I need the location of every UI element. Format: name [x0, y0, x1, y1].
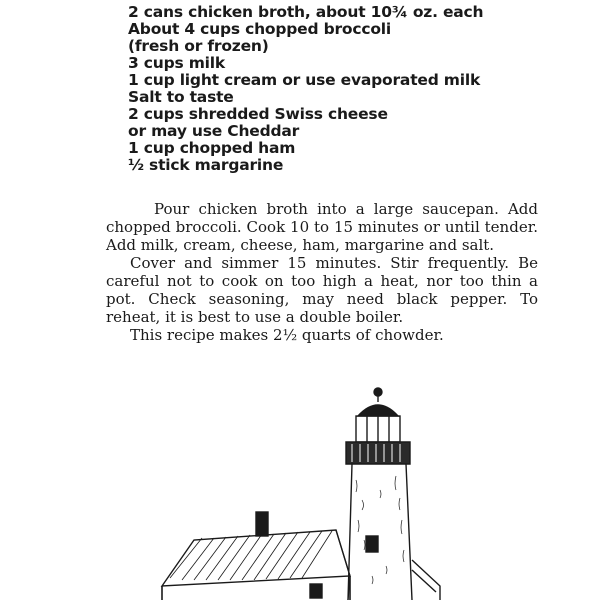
instruction-paragraph: Pour chicken broth into a large saucepan. Add chopped broccoli. Cook 10 to 15 minutes or until tender. Add milk, cream, cheese, ham, margarine and salt.: [106, 200, 538, 254]
instruction-paragraph: Cover and simmer 15 minutes. Stir frequently. Be careful not to cook on too high a heat, nor too thin a pot. Check seasoning, may need black pepper. To reheat, it is best to use a double boiler.: [106, 254, 538, 326]
ingredient-item: 1 cup chopped ham: [128, 139, 296, 157]
ingredient-item: 1 cup light cream or use evaporated milk: [128, 71, 481, 89]
ingredient-item: 2 cans chicken broth, about 10¾ oz. each: [128, 3, 484, 21]
tower: [348, 464, 412, 600]
ingredient-item: 2 cups shredded Swiss cheese: [128, 105, 388, 123]
lantern-roof: [358, 405, 398, 416]
finial-icon: [374, 388, 382, 396]
ingredient-item: or may use Cheddar: [128, 122, 300, 140]
lighthouse-illustration: [150, 380, 450, 600]
ingredient-item: About 4 cups chopped broccoli: [128, 20, 392, 38]
ingredient-list: [128, 4, 483, 174]
ingredient-item: (fresh or frozen): [128, 37, 269, 55]
yield-note: This recipe makes 2½ quarts of chowder.: [130, 326, 444, 344]
ingredient-item: ½ stick margarine: [128, 156, 284, 174]
ingredient-item: Salt to taste: [128, 88, 234, 106]
ingredient-item: 3 cups milk: [128, 54, 226, 72]
tower-window: [366, 536, 378, 552]
instructions: [106, 200, 538, 344]
chimney: [256, 512, 268, 536]
house-window: [310, 584, 322, 598]
